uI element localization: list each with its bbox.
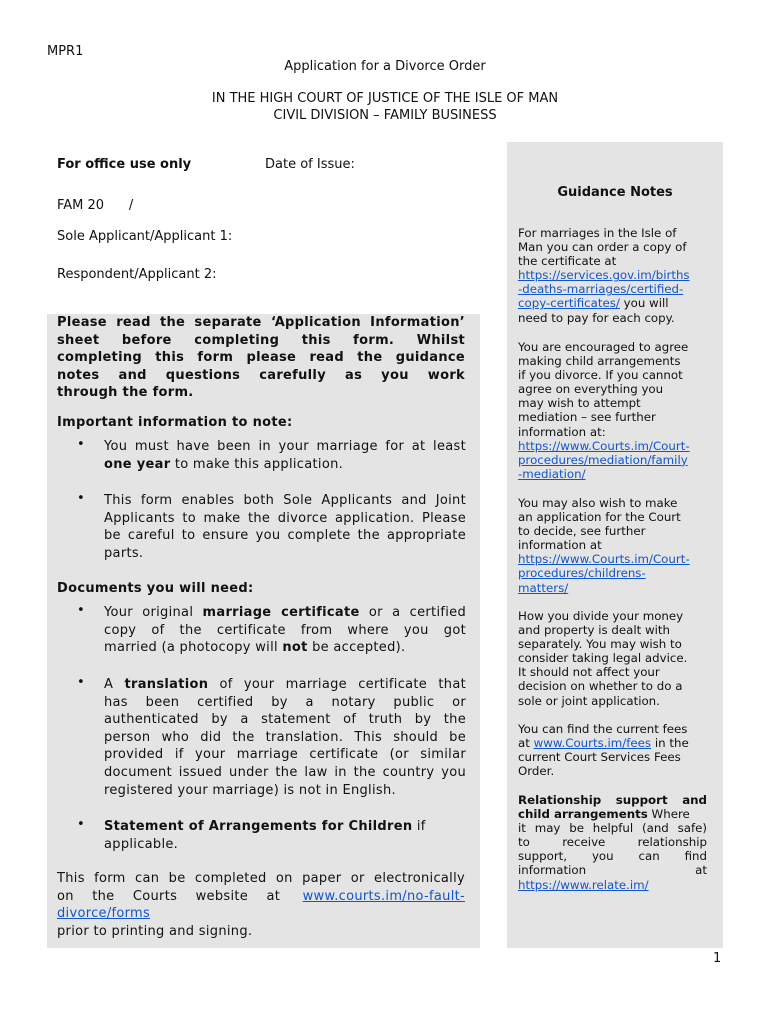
office-use-label: For office use only — [57, 157, 192, 172]
notice-text: on the Courts website at — [57, 888, 281, 904]
mediation-link[interactable]: procedures/mediation/family — [518, 452, 688, 467]
bullet-text: married (a photocopy will — [104, 640, 283, 656]
intro-notice — [57, 314, 465, 402]
bullet-icon: • — [77, 491, 85, 506]
guidance-certificate — [518, 226, 714, 325]
bullet-line: applicable. — [104, 836, 179, 852]
bullet-marriage-duration — [104, 438, 466, 473]
intro-line: Please read the separate ‘Application Information’ — [57, 315, 465, 330]
bullet-line: authenticated by a statement of truth by the — [104, 712, 466, 728]
childrens-matters-link[interactable]: https://www.Courts.im/Court- — [518, 552, 690, 567]
guidance-line: agree on everything you — [518, 382, 664, 397]
notice-line: This form can be completed on paper or electronically — [57, 871, 465, 886]
guidance-money-property — [518, 609, 714, 708]
bullet-translation — [104, 676, 466, 799]
guidance-court-application — [518, 496, 714, 595]
guidance-line: Man you can order a copy of — [518, 240, 687, 255]
guidance-line: For marriages in the Isle of — [518, 226, 677, 240]
fam-reference: FAM 20 / — [57, 198, 134, 213]
guidance-relationship-support — [518, 793, 707, 892]
guidance-notes-title: Guidance Notes — [557, 185, 673, 200]
guidance-line: an application for the Court — [518, 510, 681, 525]
guidance-text: at — [518, 736, 534, 751]
bold-text: one year — [104, 456, 171, 472]
guidance-line: the certificate at — [518, 254, 617, 269]
fees-link[interactable]: www.Courts.im/fees — [533, 736, 652, 751]
guidance-line: to receive relationship — [518, 835, 707, 850]
bullet-text: Your original — [104, 605, 203, 620]
guidance-line: information at — [518, 863, 707, 878]
bullet-line: copy of the certificate from where you got — [104, 622, 466, 638]
relate-link[interactable]: https://www.relate.im/ — [518, 877, 649, 892]
bullet-text: of your marriage certificate that — [208, 677, 466, 692]
guidance-line: if you divorce. If you cannot — [518, 368, 683, 383]
guidance-line: Order. — [518, 764, 555, 779]
bullet-icon: • — [77, 437, 85, 452]
guidance-text: in the — [651, 736, 689, 751]
bullet-line: has been certified by a notary public or — [104, 694, 466, 710]
bold-text: Statement of Arrangements for Children — [104, 819, 413, 834]
guidance-line: information at — [518, 538, 602, 553]
intro-line: notes and questions carefully as you work — [57, 367, 465, 383]
no-fault-divorce-link[interactable]: divorce/forms — [57, 906, 151, 922]
bullet-icon: • — [77, 817, 85, 832]
guidance-line: How you divide your money — [518, 609, 684, 623]
bullet-text: if — [412, 819, 426, 834]
intro-line: through the form. — [57, 385, 194, 401]
guidance-line: You may also wish to make — [518, 496, 678, 510]
document-title: Application for a Divorce Order — [284, 59, 486, 74]
guidance-text: you will — [619, 296, 669, 311]
bold-text: Relationship support and — [518, 793, 707, 807]
bold-text: child arrangements — [518, 807, 648, 822]
intro-line: sheet before completing this form. Whilst — [57, 332, 465, 348]
bullet-line: registered your marriage) is not in English. — [104, 782, 396, 798]
page-number: 1 — [713, 951, 722, 966]
guidance-line: may wish to attempt — [518, 396, 641, 411]
certificate-link[interactable]: -deaths-marriages/certified- — [518, 282, 684, 297]
bullet-icon: • — [77, 675, 85, 690]
bullet-text: A — [104, 677, 125, 692]
guidance-line: separately. You may wish to — [518, 637, 682, 652]
respondent-label: Respondent/Applicant 2: — [57, 267, 217, 282]
mediation-link[interactable]: -mediation/ — [518, 466, 586, 481]
guidance-mediation — [518, 340, 714, 481]
mediation-link[interactable]: https://www.Courts.im/Court- — [518, 438, 690, 453]
bullet-line: provided if your marriage certificate (or similar — [104, 747, 466, 763]
certificate-link[interactable]: https://services.gov.im/births — [518, 268, 690, 283]
bullet-icon: • — [77, 603, 85, 618]
guidance-line: making child arrangements — [518, 354, 681, 369]
court-line-1: IN THE HIGH COURT OF JUSTICE OF THE ISLE OF MAN — [211, 91, 559, 106]
guidance-line: information at: — [518, 424, 606, 439]
online-form-notice — [57, 870, 465, 940]
guidance-line: You are encouraged to agree — [518, 340, 689, 354]
bullet-line: This form enables both Sole Applicants and Joint — [104, 493, 466, 508]
date-of-issue-label: Date of Issue: — [265, 157, 355, 172]
bold-text: marriage certificate — [202, 605, 360, 620]
bullet-line: be careful to ensure you complete the appropriate — [104, 528, 466, 544]
childrens-matters-link[interactable]: procedures/childrens- — [518, 566, 646, 581]
bullet-joint-applicants — [104, 492, 466, 562]
court-line-2: CIVIL DIVISION – FAMILY BUSINESS — [273, 108, 497, 123]
bullet-line: person who did the translation. This should be — [104, 729, 466, 745]
guidance-line: mediation – see further — [518, 410, 656, 425]
bullet-text: be accepted). — [307, 640, 406, 656]
guidance-line: It should not affect your — [518, 665, 660, 680]
bullet-text: or a certified — [359, 605, 467, 620]
bold-text: not — [282, 640, 308, 656]
guidance-line: it may be helpful (and safe) — [518, 821, 707, 836]
documents-heading: Documents you will need: — [57, 581, 254, 596]
guidance-line: current Court Services Fees — [518, 750, 681, 765]
no-fault-divorce-link[interactable]: www.courts.im/no-fault- — [302, 888, 465, 904]
form-code: MPR1 — [47, 44, 84, 59]
bullet-line: document issued under the law in the country you — [104, 764, 466, 780]
bullet-line: Applicants to make the divorce application. Please — [104, 510, 466, 526]
guidance-line: and property is dealt with — [518, 623, 671, 638]
guidance-line: consider taking legal advice. — [518, 651, 688, 666]
certificate-link[interactable]: copy-certificates/ — [518, 296, 620, 311]
bold-text: translation — [124, 677, 209, 692]
bullet-text: to make this application. — [170, 456, 344, 472]
guidance-fees — [518, 722, 714, 778]
childrens-matters-link[interactable]: matters/ — [518, 580, 569, 595]
bullet-line: You must have been in your marriage for at least — [104, 439, 466, 454]
guidance-line: decision on whether to do a — [518, 679, 683, 694]
applicant-1-label: Sole Applicant/Applicant 1: — [57, 229, 233, 244]
guidance-line: sole or joint application. — [518, 693, 660, 708]
bullet-line: parts. — [104, 545, 144, 561]
notice-line: prior to printing and signing. — [57, 923, 253, 939]
guidance-line: to decide, see further — [518, 524, 646, 539]
bullet-marriage-certificate — [104, 604, 466, 657]
guidance-line: You can find the current fees — [518, 722, 688, 736]
guidance-text: Where — [647, 807, 690, 822]
bullet-statement-of-arrangements — [104, 818, 466, 853]
guidance-line: need to pay for each copy. — [518, 310, 675, 325]
guidance-line: support, you can find — [518, 849, 707, 864]
important-heading: Important information to note: — [57, 415, 293, 430]
intro-line: completing this form please read the guidance — [57, 350, 465, 366]
